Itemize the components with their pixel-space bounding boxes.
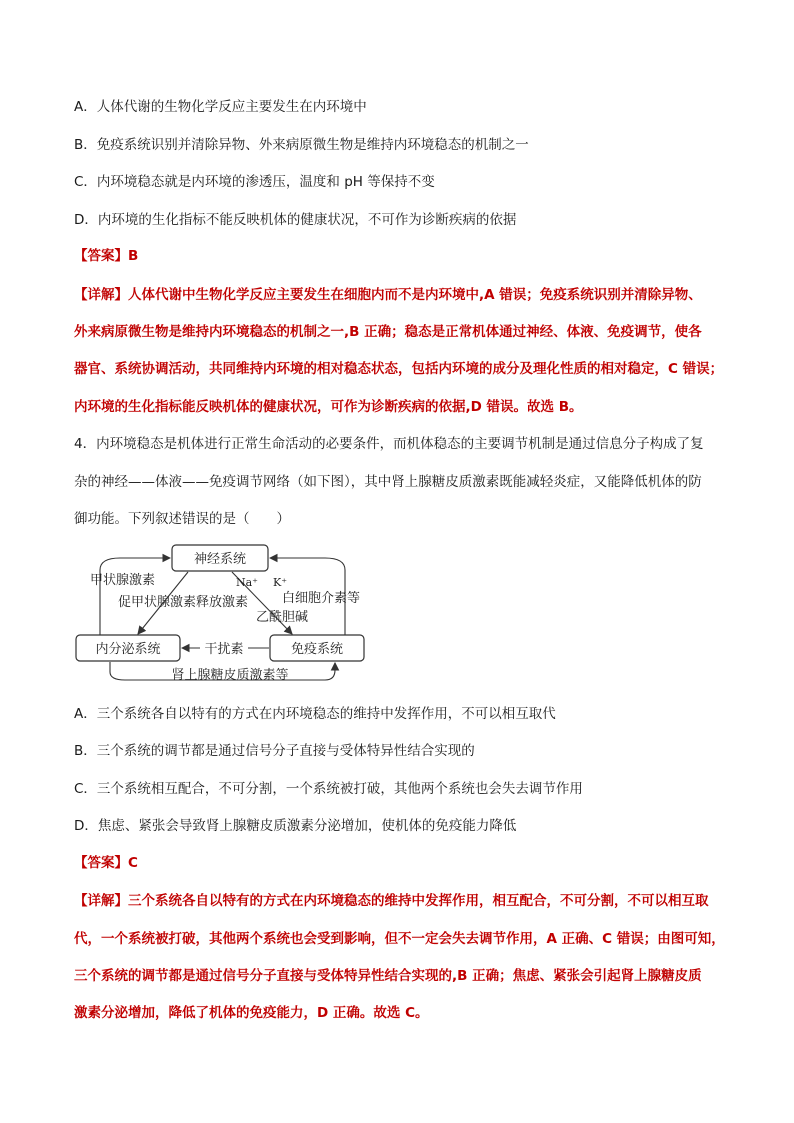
ach-label: 乙酰胆碱 (256, 610, 309, 625)
thyroid-hormone-label: 甲状腺激素 (90, 573, 156, 588)
q4-detail-line-2: 代，一个系统被打破，其他两个系统也会受到影响，但不一定会失去调节作用，A 正确、C 错误；由图可知， (74, 931, 725, 947)
q4-stem-line-1: 4．内环境稳态是机体进行正常生命活动的必要条件，而机体稳态的主要调节机制是通过信息分子构成了复 (74, 436, 704, 452)
nervous-system-label: 神经系统 (193, 552, 247, 567)
q4-stem-line-2: 杂的神经——体液——免疫调节网络（如下图），其中肾上腺糖皮质激素既能减轻炎症，又能降低机体的防 (74, 474, 702, 490)
immune-system-label: 免疫系统 (290, 642, 344, 657)
q3-detail-line-2: 外来病原微生物是维持内环境稳态的机制之一,B 正确；稳态是正常机体通过神经、体液、免疫调节，使各 (74, 324, 702, 340)
leukocyte-label: 白细胞介素等 (282, 591, 361, 606)
q4-option-d: D．焦虑、紧张会导致肾上腺糖皮质激素分泌增加，使机体的免疫能力降低 (74, 818, 517, 834)
k-label: K⁺ (273, 576, 288, 589)
q4-option-a: A．三个系统各自以特有的方式在内环境稳态的维持中发挥作用，不可以相互取代 (74, 706, 556, 722)
q4-option-b: B．三个系统的调节都是通过信号分子直接与受体特异性结合实现的 (74, 743, 475, 759)
q4-detail-line-1: 【详解】三个系统各自以特有的方式在内环境稳态的维持中发挥作用，相互配合，不可分割，不可以相互取 (74, 893, 709, 909)
q4-option-c: C．三个系统相互配合，不可分割，一个系统被打破，其他两个系统也会失去调节作用 (74, 781, 583, 797)
q3-option-a: A．人体代谢的生物化学反应主要发生在内环境中 (74, 99, 367, 115)
q4-detail-line-3: 三个系统的调节都是通过信号分子直接与受体特异性结合实现的,B 正确；焦虑、紧张会引起肾上腺糖皮质 (74, 968, 702, 984)
q3-option-d: D．内环境的生化指标不能反映机体的健康状况，不可作为诊断疾病的依据 (74, 212, 517, 228)
na-label: Na⁺ (236, 576, 258, 589)
q4-stem-line-3: 御功能。下列叙述错误的是（ ） (74, 511, 290, 527)
interferon-label: 干扰素 (204, 642, 244, 657)
q3-answer: 【答案】B (74, 248, 139, 264)
q3-detail-line-3: 器官、系统协调活动，共同维持内环境的相对稳态状态，包括内环境的成分及理化性质的相对稳定，C 错误； (74, 361, 724, 377)
endocrine-system-label: 内分泌系统 (95, 642, 161, 657)
q3-detail-line-4: 内环境的生化指标能反映机体的健康状况，可作为诊断疾病的依据,D 错误。故选 B。 (74, 399, 583, 415)
q4-detail-line-4: 激素分泌增加，降低了机体的免疫能力，D 正确。故选 C。 (74, 1005, 429, 1021)
q4-answer: 【答案】C (74, 855, 138, 871)
glucocorticoid-label: 肾上腺糖皮质激素等 (171, 668, 289, 683)
q3-option-b: B．免疫系统识别并清除异物、外来病原微生物是维持内环境稳态的机制之一 (74, 137, 529, 153)
trh-label: 促甲状腺激素释放激素 (118, 595, 249, 610)
q3-detail-line-1: 【详解】人体代谢中生物化学反应主要发生在细胞内而不是内环境中,A 错误；免疫系统识别并清除异物、 (74, 287, 702, 303)
regulation-network-diagram (70, 540, 380, 690)
q3-option-c: C．内环境稳态就是内环境的渗透压，温度和 pH 等保持不变 (74, 174, 435, 190)
